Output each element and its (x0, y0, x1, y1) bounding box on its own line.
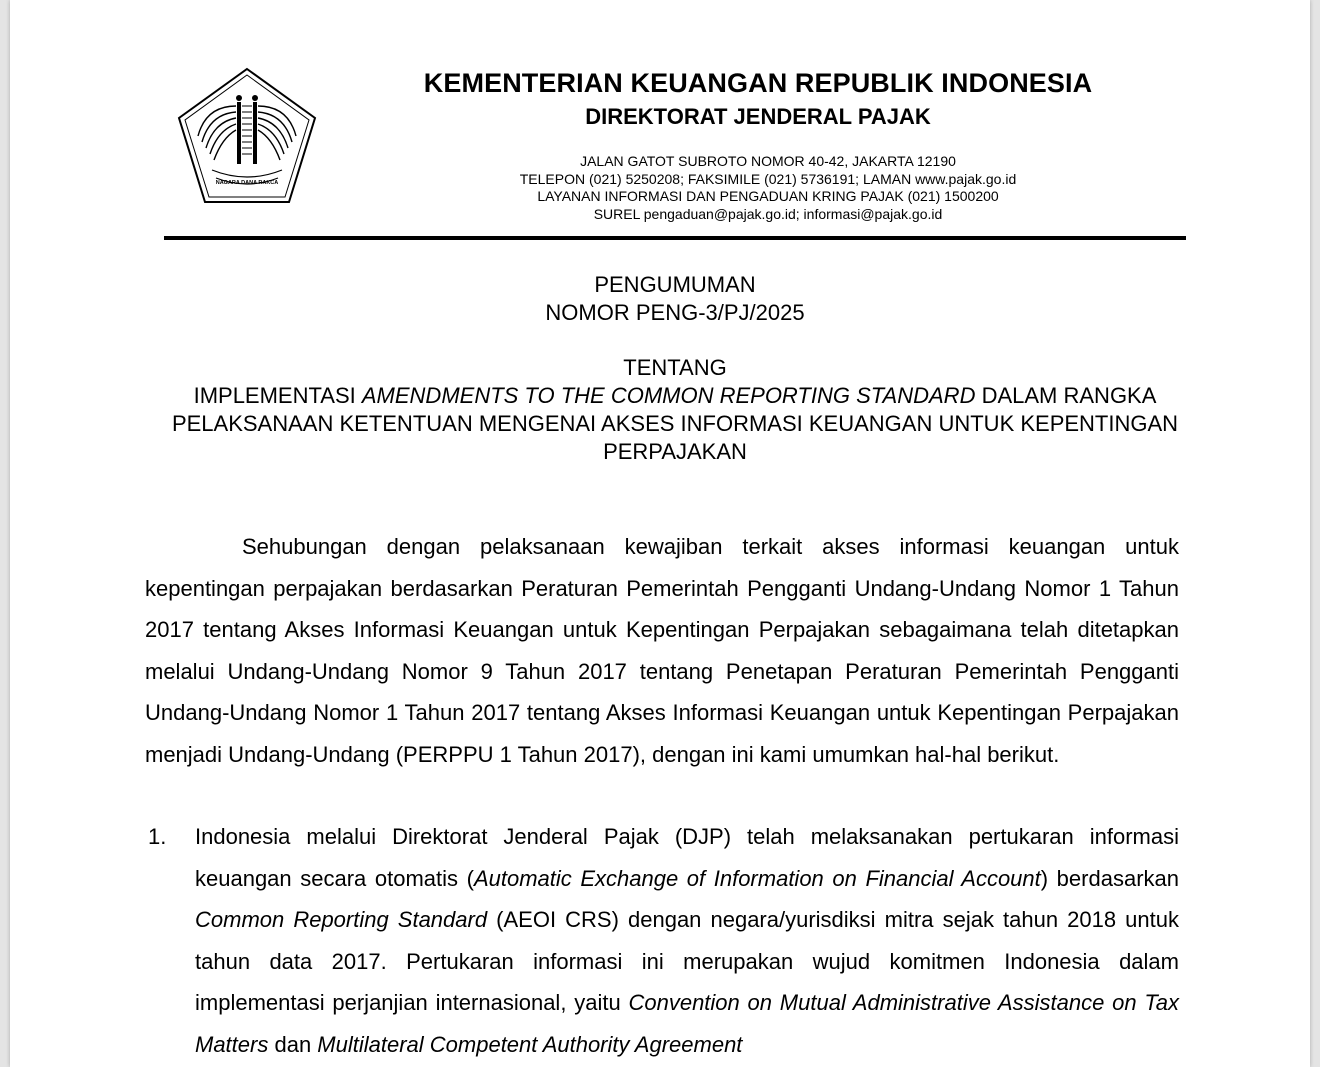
subject-text (160, 382, 1190, 466)
item-text-4: dan (268, 1031, 318, 1057)
announcement-heading (160, 271, 1190, 327)
announcement-label: PENGUMUMAN (594, 272, 756, 297)
list-item-number: 1. (148, 824, 167, 849)
phone-line: TELEPON (021) 5250208; FAKSIMILE (021) 5736191; LAMAN www.pajak.go.id (519, 170, 1017, 187)
item-italic-2: Common Reporting Standard (195, 907, 488, 932)
logo-motto: NAGARA DANA RAKCA (215, 180, 279, 186)
ministry-of-finance-logo (176, 66, 318, 206)
item-italic-3: Convention on Mutual Administrative Assistance on Tax Matters (195, 990, 1179, 1057)
item-italic-1: Automatic Exchange of Information on Financial Account (473, 865, 1041, 891)
ministry-name: KEMENTERIAN KEUANGAN REPUBLIK INDONESIA (423, 68, 1093, 98)
intro-paragraph (145, 526, 1179, 775)
header-divider (164, 236, 1186, 240)
item-italic-4: Multilateral Competent Authority Agreement (317, 1031, 743, 1057)
directorate-name: DIREKTORAT JENDERAL PAJAK (585, 104, 931, 129)
subject-suffix: DALAM RANGKA PELAKSANAAN KETENTUAN MENGENAI AKSES INFORMASI KEUANGAN UNTUK KEPENTINGAN PERPAJAKAN (171, 383, 1179, 464)
item-text-3: (AEOI CRS) dengan negara/yurisdiksi mitra sejak tahun 2018 untuk tahun data 2017. Pertukaran informasi ini merupakan wujud komitmen Indonesia dalam implementasi perjanjian internasional, yaitu (195, 907, 1180, 1015)
service-line: LAYANAN INFORMASI DAN PENGADUAN KRING PAJAK (021) 1500200 (537, 188, 999, 204)
address-line: JALAN GATOT SUBROTO NOMOR 40-42, JAKARTA 12190 (580, 153, 956, 169)
contact-info (402, 153, 1134, 223)
list-item-text (195, 816, 1179, 1065)
subject-italic: AMENDMENTS TO THE COMMON REPORTING STANDARD (361, 383, 976, 408)
subject-prefix: IMPLEMENTASI (193, 383, 362, 408)
announcement-subject (160, 354, 1190, 466)
email-line: SUREL pengaduan@pajak.go.id; informasi@pajak.go.id (593, 205, 943, 222)
document-page (10, 0, 1310, 1067)
announcement-number: NOMOR PENG-3/PJ/2025 (545, 300, 805, 325)
about-label: TENTANG (623, 355, 727, 380)
intro-text: Sehubungan dengan pelaksanaan kewajiban terkait akses informasi keuangan untuk kepentingan perpajakan berdasarkan Peraturan Pemerintah Pengganti Undang-Undang Nomor 1 Tahun 2017 tentang Akses Informasi Keuangan untuk Kepentingan Perpajakan sebagaimana telah ditetapkan melalui Undang-Undang Nomor 9 Tahun 2017 tentang Penetapan Peraturan Pemerintah Pengganti Undang-Undang Nomor 1 Tahun 2017 tentang Akses Informasi Keuangan untuk Kepentingan Perpajakan menjadi Undang-Undang (PERPPU 1 Tahun 2017), dengan ini kami umumkan hal-hal berikut. (145, 534, 1179, 767)
item-text-1: Indonesia melalui Direktorat Jenderal Pajak (DJP) telah melaksanakan pertukaran informasi keuangan secara otomatis ( (195, 824, 1179, 891)
list-item (145, 816, 1179, 1065)
item-text-2: ) berdasarkan (1040, 865, 1179, 891)
